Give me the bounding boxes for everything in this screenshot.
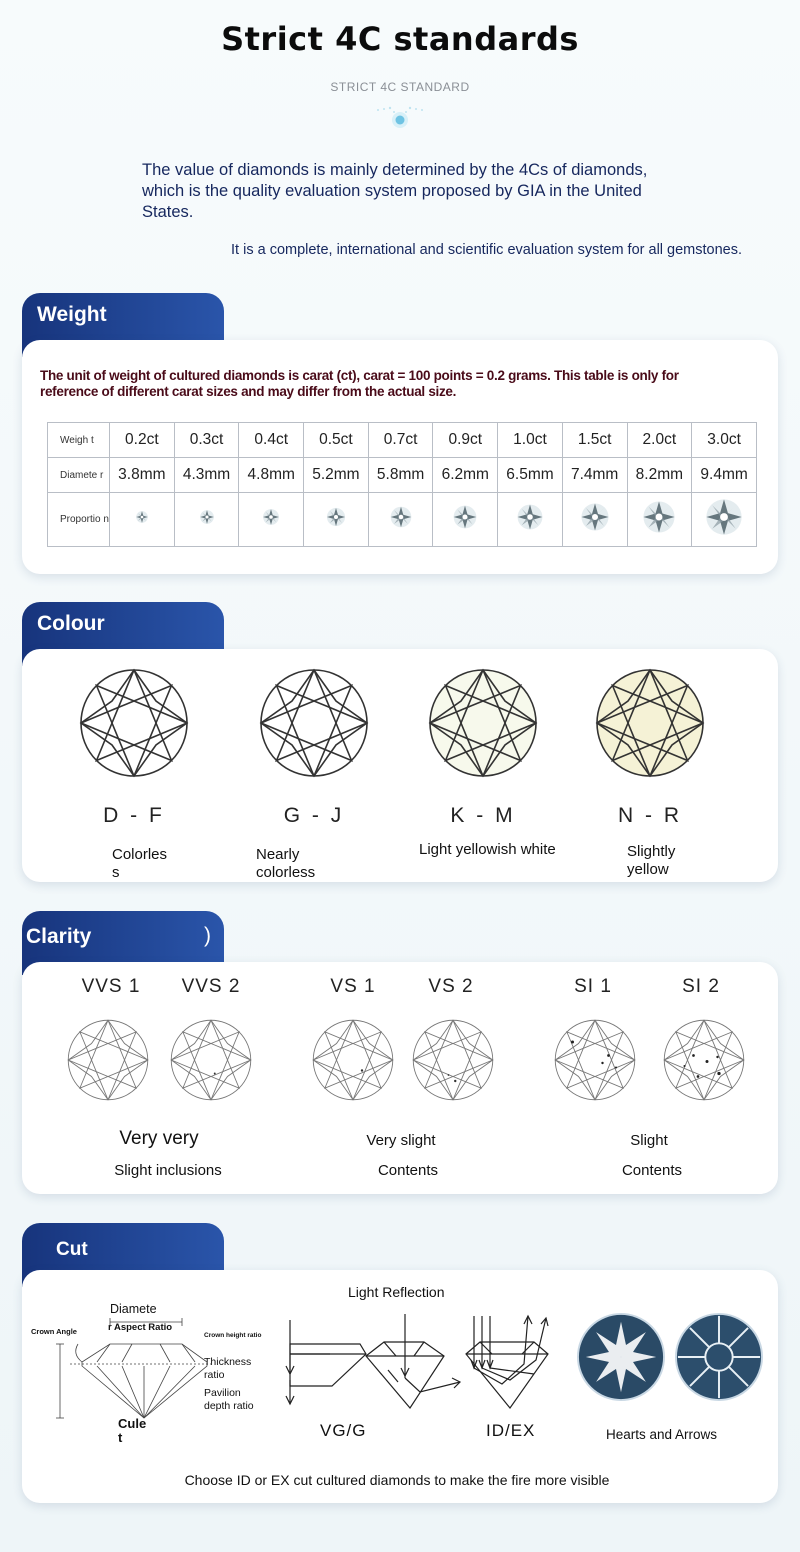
clarity-vvs1-diamond-icon bbox=[66, 1018, 150, 1102]
proportion-cell bbox=[304, 493, 369, 547]
carat-cell: 0.2ct bbox=[110, 423, 175, 458]
clarity-group-title: Very slight bbox=[366, 1132, 436, 1149]
clarity-si1-diamond-icon bbox=[553, 1018, 637, 1102]
arrows-pattern-icon bbox=[674, 1312, 764, 1402]
colour-tab-label: Colour bbox=[37, 612, 105, 635]
crown-height-label: Crown height ratio bbox=[204, 1332, 262, 1339]
carat-cell: 0.4ct bbox=[239, 423, 304, 458]
proportion-cell bbox=[498, 493, 563, 547]
cut-tab-label: Cut bbox=[56, 1239, 88, 1260]
diamond-size-icon bbox=[641, 499, 677, 535]
diameter-cell: 5.8mm bbox=[368, 458, 433, 493]
diamond-size-icon bbox=[579, 501, 611, 533]
culet-label: Cule t bbox=[118, 1416, 147, 1445]
row-header-diameter: Diamete r bbox=[48, 458, 110, 493]
vg-g-label: VG/G bbox=[320, 1421, 367, 1440]
diamond-top-view-icon bbox=[427, 667, 539, 779]
clarity-tab-label: Clarity bbox=[26, 925, 92, 948]
clarity-grade-label: VS 1 bbox=[330, 976, 376, 997]
diameter-cell: 6.5mm bbox=[498, 458, 563, 493]
colour-grade-label: D - F bbox=[103, 804, 165, 827]
diamond-size-icon bbox=[197, 507, 217, 527]
carat-cell: 0.7ct bbox=[368, 423, 433, 458]
intro-paragraph: The value of diamonds is mainly determined by the 4Cs of diamonds, which is the quality evaluation system proposed by GIA in the United States. bbox=[142, 161, 648, 221]
clarity-group-title: Slight bbox=[630, 1132, 668, 1149]
id-ex-light-path-icon bbox=[458, 1308, 568, 1418]
page-subtitle: STRICT 4C STANDARD bbox=[330, 80, 470, 94]
diamond-top-view-icon bbox=[258, 667, 370, 779]
proportion-cell bbox=[174, 493, 239, 547]
row-header-weight: Weigh t bbox=[48, 423, 110, 458]
diamond-top-view-icon bbox=[78, 667, 190, 779]
page-title: Strict 4C standards bbox=[221, 20, 579, 58]
colour-grade-desc: Slightly yellow bbox=[627, 843, 676, 878]
proportion-cell bbox=[627, 493, 692, 547]
colour-grade-desc: Light yellowish white bbox=[419, 841, 556, 858]
diamond-size-icon bbox=[133, 508, 151, 526]
clarity-si2-diamond-icon bbox=[662, 1018, 746, 1102]
diamond-size-icon bbox=[324, 505, 348, 529]
diamond-profile-diagram bbox=[42, 1314, 212, 1424]
carat-cell: 2.0ct bbox=[627, 423, 692, 458]
weight-note: The unit of weight of cultured diamonds is carat (ct), carat = 100 points = 0.2 grams. This table is only for reference of different carat sizes and may differ from the actual size. bbox=[40, 368, 679, 399]
diameter-cell: 9.4mm bbox=[692, 458, 757, 493]
clarity-grade-label: VS 2 bbox=[428, 976, 474, 997]
diamond-top-view-icon bbox=[594, 667, 706, 779]
table-row-weight bbox=[48, 423, 757, 458]
colour-card bbox=[22, 649, 778, 882]
diamond-size-icon bbox=[704, 497, 744, 537]
dot-ornament-icon bbox=[360, 104, 440, 130]
colour-grade-label: K - M bbox=[450, 804, 516, 827]
clarity-group-title: Very very bbox=[119, 1128, 199, 1149]
table-row-proportion bbox=[48, 493, 757, 547]
vg-light-path-icon bbox=[360, 1308, 470, 1418]
intro-note: It is a complete, international and scientific evaluation system for all gemstones. bbox=[231, 242, 742, 258]
carat-cell: 1.0ct bbox=[498, 423, 563, 458]
colour-grade-label: N - R bbox=[618, 804, 682, 827]
diamond-size-icon bbox=[388, 504, 414, 530]
clarity-tab-mark: ) bbox=[204, 924, 211, 947]
clarity-vvs2-diamond-icon bbox=[169, 1018, 253, 1102]
carat-cell: 0.3ct bbox=[174, 423, 239, 458]
crown-angle-label: Crown Angle bbox=[31, 1327, 77, 1336]
proportion-cell bbox=[368, 493, 433, 547]
row-header-proportion: Proportio n bbox=[48, 493, 110, 547]
diameter-cell: 4.8mm bbox=[239, 458, 304, 493]
clarity-vs2-diamond-icon bbox=[411, 1018, 495, 1102]
cut-card bbox=[22, 1270, 778, 1503]
proportion-cell bbox=[110, 493, 175, 547]
clarity-card bbox=[22, 962, 778, 1194]
carat-table bbox=[47, 422, 757, 547]
diameter-cell: 6.2mm bbox=[433, 458, 498, 493]
diameter-cell: 7.4mm bbox=[562, 458, 627, 493]
carat-cell: 1.5ct bbox=[562, 423, 627, 458]
clarity-grade-label: VVS 2 bbox=[181, 976, 241, 997]
carat-cell: 3.0ct bbox=[692, 423, 757, 458]
clarity-group-desc: Slight inclusions bbox=[114, 1162, 222, 1179]
diamond-size-icon bbox=[451, 503, 479, 531]
hearts-pattern-icon bbox=[576, 1312, 666, 1402]
hearts-and-arrows-label: Hearts and Arrows bbox=[606, 1427, 718, 1442]
diameter-cell: 8.2mm bbox=[627, 458, 692, 493]
clarity-grade-label: VVS 1 bbox=[81, 976, 141, 997]
weight-card bbox=[22, 340, 778, 574]
clarity-grade-label: SI 2 bbox=[682, 976, 720, 997]
proportion-cell bbox=[433, 493, 498, 547]
diameter-cell: 5.2mm bbox=[304, 458, 369, 493]
diamond-size-icon bbox=[260, 506, 282, 528]
proportion-cell bbox=[562, 493, 627, 547]
clarity-group-desc: Contents bbox=[377, 1162, 439, 1179]
clarity-group-desc: Contents bbox=[621, 1162, 683, 1179]
weight-tab-label: Weight bbox=[37, 303, 107, 326]
colour-grade-desc: Colorles s bbox=[112, 846, 168, 881]
id-ex-label: ID/EX bbox=[486, 1421, 536, 1440]
proportion-cell bbox=[239, 493, 304, 547]
colour-grade-label: G - J bbox=[283, 804, 345, 827]
diameter-cell: 3.8mm bbox=[110, 458, 175, 493]
proportion-cell bbox=[692, 493, 757, 547]
diamond-size-icon bbox=[515, 502, 545, 532]
aspect-ratio-label: r Aspect Ratio bbox=[108, 1322, 173, 1333]
pavilion-label: Pavilion depth ratio bbox=[204, 1387, 254, 1412]
clarity-vs1-diamond-icon bbox=[311, 1018, 395, 1102]
carat-cell: 0.9ct bbox=[433, 423, 498, 458]
diameter-cell: 4.3mm bbox=[174, 458, 239, 493]
carat-cell: 0.5ct bbox=[304, 423, 369, 458]
colour-grade-desc: Nearly colorless bbox=[256, 846, 316, 881]
light-reflection-title: Light Reflection bbox=[348, 1284, 445, 1300]
diameter-label: Diamete bbox=[110, 1302, 157, 1316]
table-row-diameter bbox=[48, 458, 757, 493]
clarity-grade-label: SI 1 bbox=[574, 976, 612, 997]
vg-g-light-path-icon bbox=[280, 1314, 372, 1414]
cut-footer-note: Choose ID or EX cut cultured diamonds to make the fire more visible bbox=[184, 1472, 610, 1488]
thickness-label: Thickness ratio bbox=[204, 1356, 252, 1381]
